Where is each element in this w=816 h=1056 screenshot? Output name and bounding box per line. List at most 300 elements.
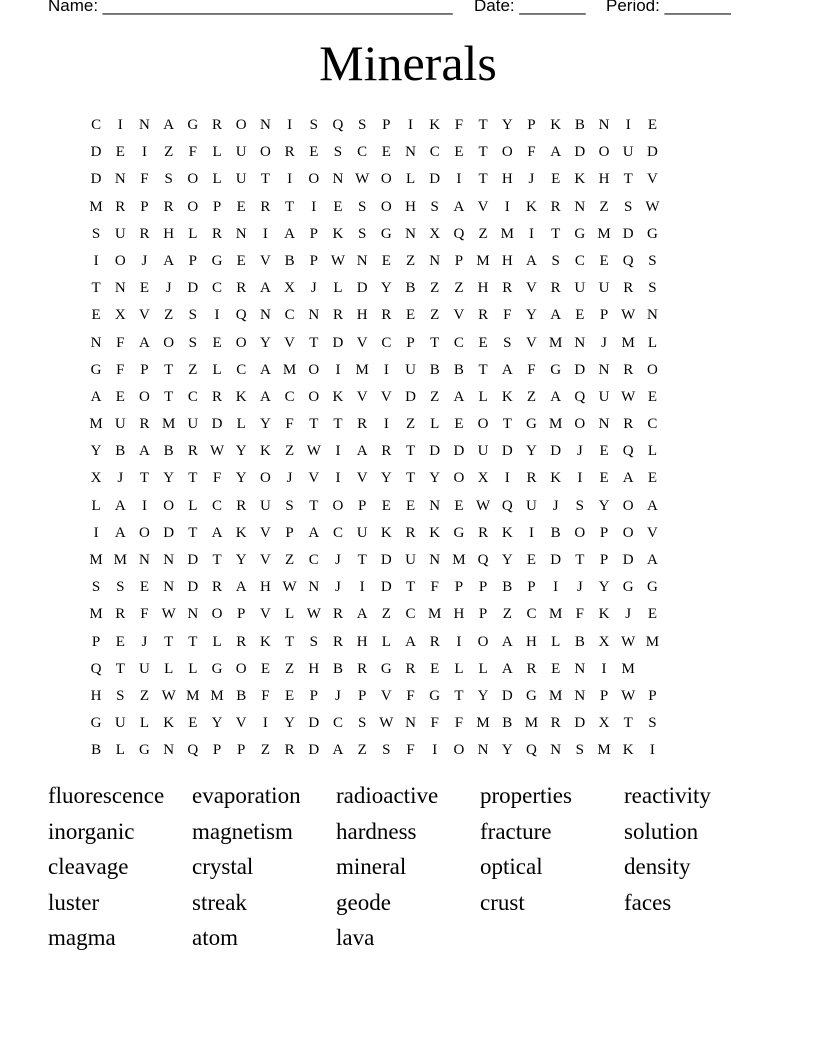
- grid-letter: F: [527, 144, 536, 161]
- grid-letter: Z: [285, 660, 295, 677]
- grid-letter: E: [430, 660, 440, 677]
- grid-letter: G: [574, 225, 586, 242]
- grid-letter: T: [309, 497, 319, 514]
- grid-letter: G: [646, 225, 658, 242]
- grid-letter: I: [383, 361, 389, 378]
- grid-letter: D: [380, 579, 392, 596]
- grid-letter: H: [356, 307, 368, 324]
- grid-letter: F: [527, 361, 536, 378]
- grid-letter: O: [477, 416, 489, 433]
- grid-letter: U: [356, 524, 368, 541]
- grid-letter: J: [528, 171, 535, 188]
- grid-letter: I: [287, 171, 293, 188]
- grid-letter: D: [308, 742, 320, 759]
- grid-letter: V: [526, 280, 537, 297]
- grid-letter: O: [187, 198, 199, 215]
- grid-letter: E: [381, 497, 391, 514]
- grid-letter: E: [405, 307, 416, 324]
- grid-letter: V: [380, 388, 392, 405]
- grid-letter: K: [429, 117, 441, 133]
- grid-letter: V: [646, 171, 658, 188]
- grid-letter: D: [574, 144, 586, 161]
- word-bank-item: inorganic: [48, 818, 135, 844]
- grid-letter: C: [284, 388, 295, 405]
- grid-letter: L: [647, 334, 657, 351]
- grid-letter: U: [526, 497, 537, 514]
- grid-letter: X: [598, 715, 610, 732]
- grid-letter: S: [430, 198, 439, 215]
- grid-letter: N: [405, 225, 416, 242]
- grid-letter: V: [380, 687, 392, 704]
- grid-letter: Z: [430, 307, 440, 324]
- grid-letter: O: [380, 198, 392, 215]
- period-field[interactable]: Period: _______: [606, 0, 731, 15]
- grid-letter: Q: [477, 552, 489, 568]
- grid-letter: C: [91, 117, 102, 133]
- grid-letter: P: [527, 579, 536, 596]
- grid-letter: G: [139, 742, 150, 759]
- grid-letter: H: [405, 198, 416, 215]
- grid-letter: M: [113, 552, 127, 568]
- grid-letter: T: [405, 470, 416, 487]
- grid-letter: A: [235, 579, 247, 596]
- grid-letter: L: [236, 416, 246, 433]
- grid-letter: B: [502, 579, 513, 596]
- grid-letter: W: [621, 307, 636, 324]
- grid-letter: X: [90, 470, 102, 487]
- grid-letter: R: [260, 198, 271, 215]
- grid-letter: E: [454, 416, 464, 433]
- grid-letter: M: [428, 606, 442, 623]
- grid-letter: R: [332, 307, 343, 324]
- grid-letter: J: [576, 443, 583, 460]
- grid-letter: Y: [501, 117, 513, 133]
- grid-row: [84, 139, 744, 166]
- word-bank-item: hardness: [336, 818, 417, 844]
- grid-letter: O: [211, 606, 223, 623]
- grid-letter: I: [432, 742, 438, 759]
- grid-letter: K: [235, 524, 247, 541]
- grid-letter: P: [527, 117, 536, 133]
- grid-letter: D: [356, 280, 368, 297]
- grid-letter: N: [405, 144, 416, 161]
- grid-letter: Y: [380, 280, 392, 297]
- grid-letter: E: [647, 606, 657, 623]
- grid-letter: M: [282, 361, 297, 378]
- grid-letter: T: [454, 687, 464, 704]
- grid-letter: T: [430, 334, 440, 351]
- grid-letter: W: [621, 633, 636, 650]
- grid-letter: D: [453, 443, 465, 460]
- grid-letter: C: [187, 388, 198, 405]
- grid-letter: A: [501, 361, 513, 378]
- grid-letter: N: [477, 742, 489, 759]
- grid-letter: T: [309, 334, 319, 351]
- grid-letter: T: [188, 524, 198, 541]
- grid-letter: S: [357, 198, 367, 215]
- grid-letter: O: [501, 144, 513, 161]
- word-bank-item: crystal: [192, 854, 254, 879]
- grid-letter: K: [501, 388, 513, 405]
- grid-row: [84, 465, 744, 492]
- grid-letter: Z: [405, 252, 416, 269]
- grid-letter: C: [212, 497, 223, 514]
- grid-letter: P: [188, 252, 198, 269]
- grid-letter: I: [601, 660, 607, 677]
- word-bank-item: lava: [336, 925, 375, 950]
- grid-letter: M: [186, 687, 200, 704]
- grid-letter: R: [357, 416, 368, 433]
- grid-letter: V: [259, 252, 271, 269]
- grid-letter: F: [454, 715, 464, 732]
- grid-letter: W: [645, 198, 660, 215]
- grid-letter: D: [332, 334, 344, 351]
- grid-letter: F: [430, 715, 439, 732]
- grid-letter: I: [383, 416, 389, 433]
- word-bank-item: magnetism: [192, 818, 293, 844]
- grid-letter: O: [235, 334, 247, 351]
- grid-letter: D: [622, 552, 634, 568]
- grid-letter: D: [501, 443, 513, 460]
- grid-letter: L: [188, 225, 198, 242]
- grid-letter: I: [577, 470, 583, 487]
- grid-letter: H: [526, 633, 537, 650]
- grid-letter: S: [91, 225, 101, 242]
- grid-letter: I: [117, 117, 123, 133]
- grid-letter: T: [285, 198, 295, 215]
- grid-letter: E: [236, 252, 246, 269]
- grid-letter: N: [90, 334, 102, 351]
- grid-letter: O: [187, 171, 199, 188]
- grid-letter: F: [406, 687, 415, 704]
- grid-letter: N: [308, 307, 320, 324]
- grid-letter: I: [625, 117, 631, 133]
- grid-letter: I: [262, 225, 268, 242]
- grid-letter: F: [285, 416, 294, 433]
- grid-letter: E: [333, 198, 343, 215]
- grid-letter: T: [285, 633, 295, 650]
- grid-letter: Y: [501, 552, 513, 568]
- grid-letter: I: [359, 579, 365, 596]
- grid-letter: B: [453, 361, 464, 378]
- grid-letter: X: [114, 307, 126, 324]
- grid-letter: I: [335, 470, 341, 487]
- grid-letter: U: [259, 497, 271, 514]
- grid-letter: D: [187, 280, 199, 297]
- grid-letter: L: [478, 660, 488, 677]
- name-field[interactable]: Name: _____________________________________: [48, 0, 453, 15]
- grid-letter: Q: [453, 225, 465, 242]
- grid-letter: P: [285, 524, 294, 541]
- grid-letter: C: [236, 361, 247, 378]
- grid-letter: E: [599, 443, 609, 460]
- grid-letter: J: [165, 280, 172, 297]
- grid-letter: I: [141, 497, 147, 514]
- grid-row: [84, 629, 744, 656]
- grid-letter: H: [501, 252, 513, 269]
- grid-letter: T: [478, 144, 488, 161]
- grid-row: [84, 656, 744, 683]
- grid-letter: S: [382, 742, 391, 759]
- grid-letter: G: [622, 579, 634, 596]
- grid-letter: E: [139, 579, 150, 596]
- grid-letter: A: [163, 117, 175, 133]
- grid-letter: Z: [430, 280, 440, 297]
- grid-letter: Q: [235, 307, 247, 324]
- grid-letter: U: [598, 388, 610, 405]
- grid-letter: D: [187, 552, 199, 568]
- grid-letter: P: [309, 687, 318, 704]
- grid-letter: Y: [526, 443, 537, 460]
- grid-letter: K: [598, 606, 610, 623]
- grid-letter: R: [139, 225, 150, 242]
- grid-letter: B: [115, 443, 126, 460]
- grid-letter: P: [91, 633, 101, 650]
- grid-letter: U: [477, 443, 489, 460]
- grid-letter: O: [598, 144, 610, 161]
- grid-letter: Y: [259, 416, 271, 433]
- grid-letter: N: [550, 742, 562, 759]
- grid-letter: K: [429, 524, 441, 541]
- grid-letter: T: [212, 552, 222, 568]
- grid-letter: V: [259, 552, 271, 568]
- grid-letter: O: [308, 361, 320, 378]
- grid-letter: O: [259, 144, 271, 161]
- grid-letter: M: [355, 361, 369, 378]
- grid-letter: R: [236, 280, 247, 297]
- grid-letter: A: [550, 388, 562, 405]
- grid-letter: T: [623, 715, 633, 732]
- grid-letter: S: [116, 687, 125, 704]
- grid-letter: Y: [284, 715, 296, 732]
- grid-letter: N: [356, 252, 368, 269]
- grid-letter: R: [550, 198, 561, 215]
- grid-letter: F: [116, 361, 125, 378]
- grid-letter: O: [477, 633, 489, 650]
- grid-letter: P: [454, 579, 464, 596]
- grid-letter: C: [284, 307, 295, 324]
- grid-letter: C: [332, 715, 343, 732]
- grid-letter: A: [501, 660, 513, 677]
- grid-letter: Q: [574, 388, 586, 405]
- grid-letter: L: [115, 742, 125, 759]
- grid-letter: C: [308, 552, 319, 568]
- grid-letter: R: [212, 388, 223, 405]
- grid-letter: K: [259, 443, 271, 460]
- grid-letter: A: [163, 252, 175, 269]
- grid-letter: W: [379, 715, 394, 732]
- grid-letter: D: [622, 225, 634, 242]
- grid-letter: E: [647, 117, 657, 133]
- grid-letter: Y: [259, 334, 271, 351]
- grid-letter: E: [381, 144, 391, 161]
- grid-letter: U: [598, 280, 610, 297]
- grid-letter: R: [550, 280, 561, 297]
- grid-letter: A: [114, 524, 126, 541]
- word-bank-item: crust: [480, 889, 525, 915]
- grid-letter: H: [90, 687, 102, 704]
- grid-letter: A: [501, 633, 513, 650]
- grid-letter: O: [235, 117, 247, 133]
- grid-letter: Q: [622, 252, 634, 269]
- grid-letter: T: [502, 416, 512, 433]
- grid-letter: W: [621, 687, 636, 704]
- grid-letter: R: [502, 280, 513, 297]
- grid-letter: C: [405, 606, 416, 623]
- grid-letter: W: [621, 388, 636, 405]
- grid-letter: D: [163, 524, 175, 541]
- grid-letter: M: [621, 660, 635, 677]
- grid-letter: E: [599, 470, 609, 487]
- grid-letter: L: [430, 416, 440, 433]
- grid-row: [84, 112, 744, 139]
- grid-letter: T: [405, 443, 416, 460]
- grid-letter: V: [284, 334, 296, 351]
- grid-letter: R: [284, 144, 295, 161]
- grid-letter: P: [382, 117, 391, 133]
- grid-letter: N: [574, 334, 586, 351]
- grid-letter: U: [405, 552, 416, 568]
- grid-letter: T: [357, 552, 367, 568]
- grid-letter: Y: [380, 470, 392, 487]
- grid-letter: A: [405, 633, 416, 650]
- word-bank-item: luster: [48, 889, 100, 915]
- grid-letter: A: [453, 388, 465, 405]
- grid-letter: G: [380, 660, 392, 677]
- grid-letter: L: [212, 171, 222, 188]
- grid-letter: T: [260, 171, 270, 188]
- grid-letter: N: [139, 117, 150, 133]
- grid-letter: A: [332, 742, 344, 759]
- grid-letter: E: [212, 334, 222, 351]
- grid-letter: O: [163, 334, 175, 351]
- grid-letter: E: [115, 144, 125, 161]
- grid-letter: E: [575, 307, 585, 324]
- grid-letter: W: [306, 606, 321, 623]
- grid-letter: E: [454, 144, 464, 161]
- grid-letter: S: [357, 117, 367, 133]
- grid-letter: S: [164, 171, 173, 188]
- grid-letter: J: [141, 252, 148, 269]
- grid-letter: Y: [526, 307, 537, 324]
- grid-letter: B: [332, 660, 343, 677]
- grid-letter: N: [163, 742, 175, 759]
- grid-letter: W: [355, 171, 370, 188]
- grid-letter: I: [214, 307, 220, 324]
- grid-letter: R: [623, 280, 634, 297]
- grid-letter: T: [478, 171, 488, 188]
- grid-row: [84, 574, 744, 601]
- grid-letter: G: [211, 660, 223, 677]
- grid-letter: A: [139, 443, 150, 460]
- grid-letter: T: [309, 416, 319, 433]
- grid-letter: N: [405, 715, 416, 732]
- grid-letter: S: [503, 334, 512, 351]
- word-bank-item: atom: [192, 925, 238, 950]
- word-bank-item: radioactive: [336, 783, 439, 808]
- grid-letter: W: [476, 497, 491, 514]
- grid-row: [84, 330, 744, 357]
- grid-letter: A: [114, 497, 126, 514]
- grid-letter: E: [405, 497, 416, 514]
- grid-letter: F: [116, 334, 125, 351]
- grid-row: [84, 601, 744, 628]
- grid-letter: E: [381, 252, 391, 269]
- grid-letter: N: [163, 579, 175, 596]
- grid-letter: Z: [164, 307, 174, 324]
- date-field[interactable]: Date: _______: [474, 0, 586, 15]
- word-search-grid: [84, 112, 744, 765]
- grid-letter: M: [548, 416, 563, 433]
- grid-letter: E: [139, 280, 150, 297]
- grid-letter: M: [210, 687, 224, 704]
- grid-letter: U: [114, 225, 126, 242]
- grid-letter: P: [140, 361, 149, 378]
- grid-letter: B: [284, 252, 295, 269]
- grid-letter: U: [622, 144, 634, 161]
- grid-letter: P: [357, 687, 367, 704]
- grid-letter: F: [212, 470, 222, 487]
- grid-row: [84, 357, 744, 384]
- grid-letter: R: [212, 579, 223, 596]
- grid-letter: S: [575, 742, 585, 759]
- grid-letter: Y: [90, 443, 102, 460]
- grid-letter: R: [381, 307, 392, 324]
- grid-letter: B: [550, 524, 561, 541]
- grid-letter: I: [408, 117, 414, 133]
- grid-letter: S: [188, 307, 198, 324]
- grid-letter: V: [526, 334, 537, 351]
- grid-letter: Z: [478, 225, 488, 242]
- grid-letter: A: [259, 280, 271, 297]
- grid-letter: N: [429, 497, 441, 514]
- grid-letter: R: [526, 470, 537, 487]
- grid-letter: M: [645, 633, 660, 650]
- grid-letter: O: [332, 497, 344, 514]
- grid-letter: M: [597, 225, 611, 242]
- grid-letter: K: [501, 524, 513, 541]
- grid-letter: U: [114, 715, 126, 732]
- grid-letter: K: [526, 198, 537, 215]
- grid-letter: L: [139, 715, 150, 732]
- grid-letter: O: [259, 470, 271, 487]
- grid-letter: N: [429, 252, 441, 269]
- grid-letter: L: [454, 660, 464, 677]
- grid-letter: A: [90, 388, 102, 405]
- grid-letter: L: [164, 660, 174, 677]
- grid-letter: S: [575, 497, 585, 514]
- grid-letter: Q: [501, 497, 513, 514]
- grid-letter: N: [139, 552, 150, 568]
- grid-letter: N: [114, 171, 126, 188]
- grid-letter: F: [140, 606, 149, 623]
- grid-letter: L: [212, 361, 222, 378]
- grid-letter: L: [212, 144, 222, 161]
- grid-letter: P: [648, 687, 657, 704]
- grid-letter: I: [456, 633, 462, 650]
- grid-letter: W: [209, 443, 225, 460]
- grid-letter: W: [330, 252, 346, 269]
- grid-letter: E: [309, 144, 319, 161]
- grid-letter: M: [524, 715, 539, 732]
- grid-letter: J: [310, 280, 317, 297]
- grid-letter: R: [236, 633, 247, 650]
- grid-letter: O: [235, 660, 247, 677]
- grid-letter: I: [287, 117, 293, 133]
- word-bank-item: faces: [624, 889, 672, 915]
- grid-letter: E: [526, 552, 537, 568]
- grid-letter: G: [211, 252, 223, 269]
